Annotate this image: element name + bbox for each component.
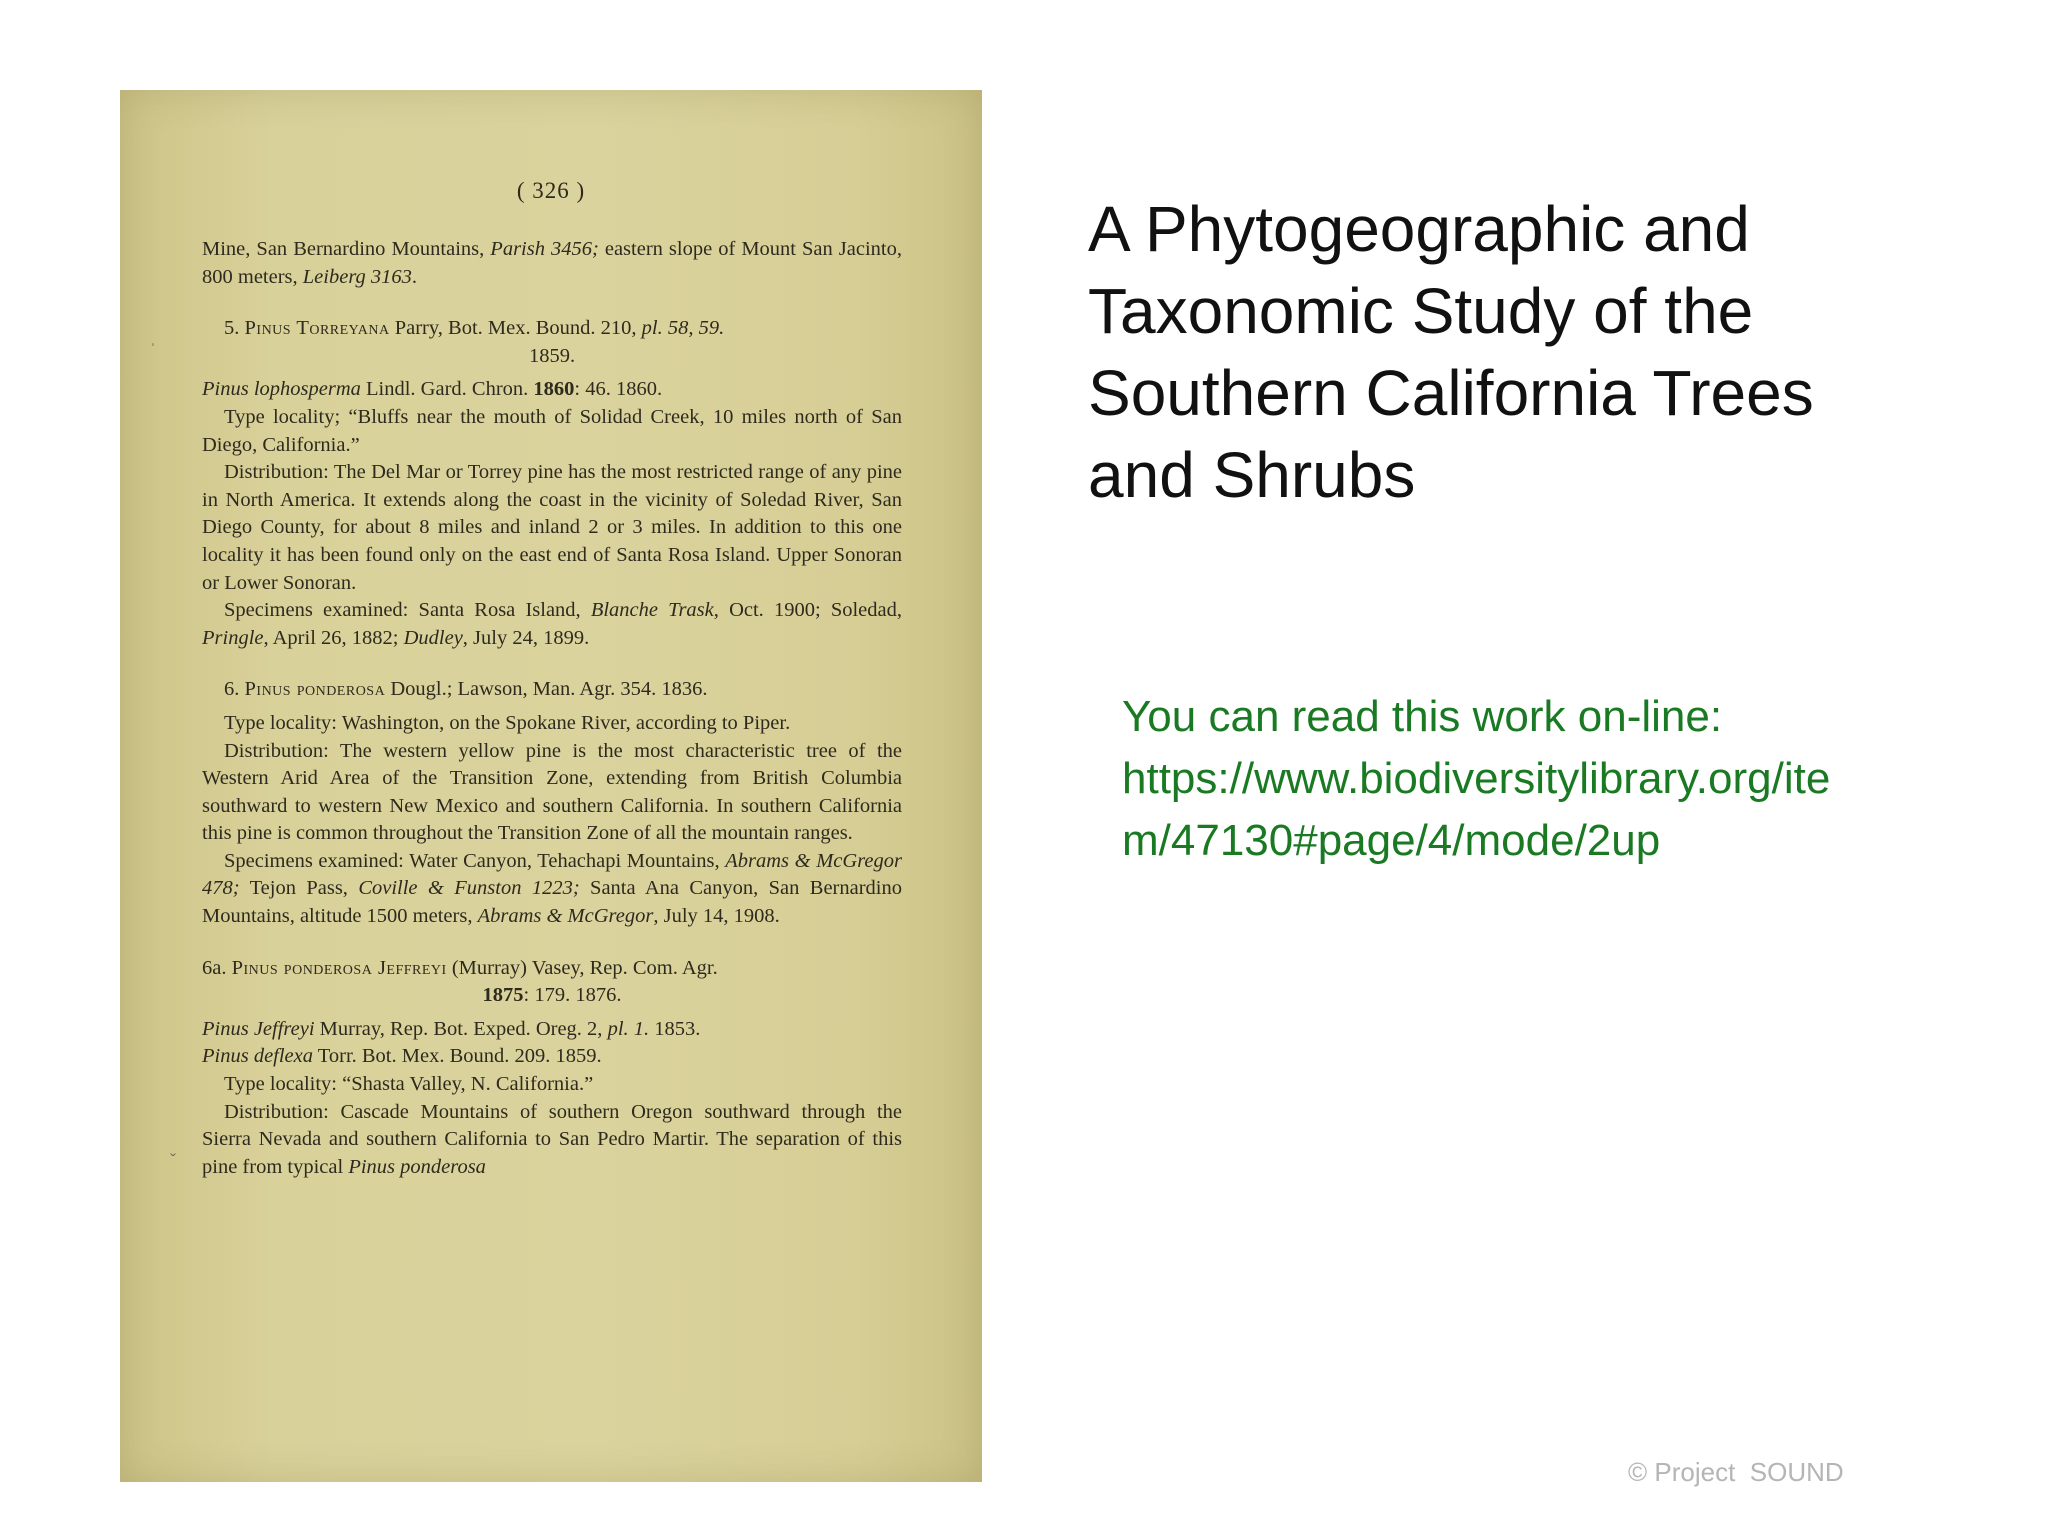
type-locality-paragraph: Type locality: Washington, on the Spokane River, according to Piper. [224,711,791,734]
scan-text-body [202,236,902,1181]
title-line: A Phytogeographic and [1088,193,1750,265]
species-heading-year: 1859. [528,344,576,367]
copyright-credit: © Project SOUND [1628,1457,1844,1487]
specimens-paragraph: Specimens examined: Santa Rosa Island, Blanche Trask, Oct. 1900; Soledad, Pringle, April 26, 1882; Dudley, July 24, 1899. [202,599,903,649]
title-line: Taxonomic Study of the [1088,275,1754,347]
scanned-book-page [120,90,982,1482]
species-heading-torreyana: 5. Pinus Torreyana Parry, Bot. Mex. Bound. 210, pl. 58, 59. [224,317,725,340]
distribution-paragraph: Distribution: The Del Mar or Torrey pine has the most restricted range of any pine in North America. It extends along the coast in the vicinity of Soledad River, San Diego County, for about 8 miles and inland 2 or 3 miles. In addition to this one locality it has been found only on the east end of Santa Rosa Island. Upper Sonoran or Lower Sonoran. [202,461,902,594]
species-heading-ponderosa: 6. Pinus ponderosa Dougl.; Lawson, Man. Agr. 354. 1836. [224,678,708,701]
biodiversity-library-link-continued[interactable]: m/47130#page/4/mode/2up [1122,816,1661,865]
online-link-note [1122,686,2002,872]
margin-mark: ˇ [170,1150,176,1170]
distribution-paragraph: Distribution: Cascade Mountains of southern Oregon southward through the Sierra Nevada and southern California to San Pedro Martir. The separation of this pine from typical Pinus ponderosa [202,1100,902,1178]
link-note-intro: You can read this work on-line: [1122,692,1723,741]
synonym-line: Pinus deflexa Torr. Bot. Mex. Bound. 209. 1859. [202,1045,602,1068]
page-number: ( 326 ) [516,178,586,203]
slide-title [1088,188,1988,516]
type-locality-paragraph: Type locality: “Shasta Valley, N. California.” [224,1073,594,1096]
distribution-paragraph: Distribution: The western yellow pine is the most characteristic tree of the Western Arid Area of the Transition Zone, extending from British Columbia southward to western New Mexico and southern California. In southern California this pine is common throughout the Transition Zone of all the mountain ranges. [202,739,902,845]
title-line: and Shrubs [1088,439,1416,511]
synonym-line: Pinus Jeffreyi Murray, Rep. Bot. Exped. Oreg. 2, pl. 1. 1853. [202,1017,701,1040]
continuation-paragraph: Mine, San Bernardino Mountains, Parish 3456; eastern slope of Mount San Jacinto, 800 meters, Leiberg 3163. [202,238,902,288]
margin-mark: ˌ [150,326,156,346]
specimens-paragraph: Specimens examined: Water Canyon, Tehachapi Mountains, Abrams & McGregor 478; Tejon Pass, Coville & Funston 1223; Santa Ana Canyon, San Bernardino Mountains, altitude 1500 meters, Abrams & McGregor, July 14, 1908. [202,849,902,928]
title-line: Southern California Trees [1088,357,1814,429]
synonym-line: Pinus lophosperma Lindl. Gard. Chron. 1860: 46. 1860. [202,378,663,401]
biodiversity-library-link[interactable]: https://www.biodiversitylibrary.org/ite [1122,754,1831,803]
species-heading-jeffreyi: 6a. Pinus ponderosa Jeffreyi (Murray) Vasey, Rep. Com. Agr. [202,956,718,979]
type-locality-paragraph: Type locality; “Bluffs near the mouth of Solidad Creek, 10 miles north of San Diego, California.” [202,405,902,456]
species-heading-year: 1875: 179. 1876. [482,984,622,1007]
